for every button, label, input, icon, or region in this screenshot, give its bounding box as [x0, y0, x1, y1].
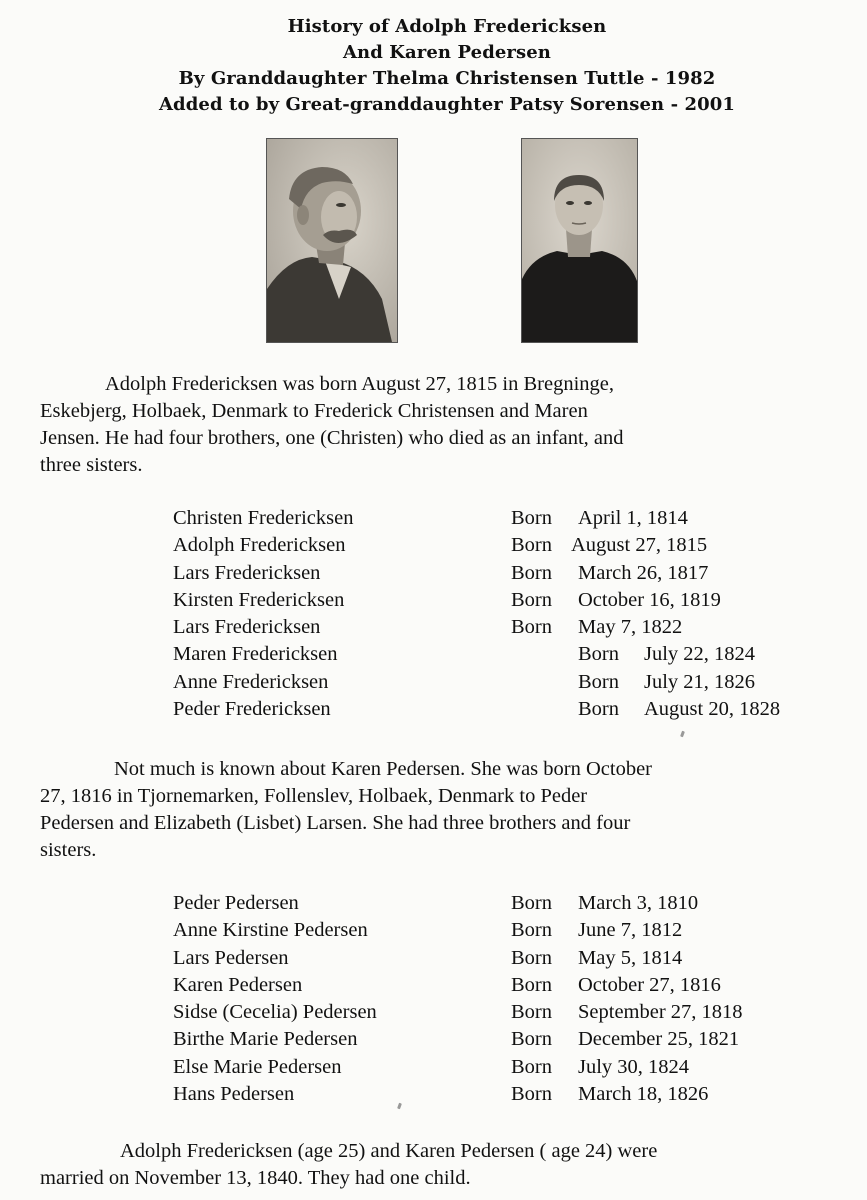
sibling-name: Lars Pedersen: [173, 946, 289, 969]
born-label: Born: [511, 616, 552, 639]
paragraph-karen-birth: [40, 756, 652, 864]
paragraph-line: Adolph Fredericksen was born August 27, 1815 in Bregninge,: [105, 373, 615, 395]
table-row: [173, 947, 853, 974]
table-row: [173, 616, 853, 643]
born-label: Born: [511, 946, 552, 969]
born-label: Born: [511, 892, 552, 914]
birth-date: July 30, 1824: [578, 1055, 690, 1078]
birth-date: May 5, 1814: [578, 946, 683, 969]
table-row: [173, 974, 853, 1001]
table-row: [173, 1028, 853, 1055]
birth-date: June 7, 1812: [578, 919, 683, 942]
table-row: [173, 671, 853, 698]
born-label: Born: [511, 507, 552, 529]
sibling-name: Sidse (Cecelia) Pedersen: [173, 1001, 377, 1024]
birth-date: September 27, 1818: [578, 1001, 743, 1024]
born-label: Born: [511, 1028, 552, 1051]
born-label: Born: [578, 670, 619, 693]
born-label: Born: [511, 534, 552, 557]
table-row: [173, 562, 853, 589]
born-label: Born: [511, 1083, 552, 1106]
sibling-name: Lars Fredericksen: [173, 616, 321, 639]
table-row: [173, 534, 853, 561]
sibling-name: Anne Kirstine Pedersen: [173, 919, 368, 942]
birth-date: October 16, 1819: [578, 588, 721, 611]
fredericksen-siblings-table: [173, 507, 853, 725]
table-row: [173, 919, 853, 946]
birth-date: April 1, 1814: [578, 507, 688, 529]
paragraph-marriage: [40, 1138, 657, 1192]
header-addendum-line: Added to by Great-granddaughter Patsy Sorensen - 2001: [158, 94, 736, 115]
paragraph-adolph-birth: [40, 371, 624, 479]
table-row: [173, 698, 853, 725]
birth-date: July 22, 1824: [644, 643, 756, 666]
portrait-photo-woman: [521, 138, 638, 343]
born-label: Born: [511, 588, 552, 611]
sibling-name: Birthe Marie Pedersen: [173, 1028, 358, 1051]
sibling-name: Else Marie Pedersen: [173, 1055, 342, 1078]
born-label: Born: [578, 698, 619, 721]
header-subtitle: And Karen Pedersen: [342, 42, 551, 63]
birth-date: July 21, 1826: [644, 670, 756, 693]
sibling-name: Hans Pedersen: [173, 1083, 295, 1106]
born-label: Born: [511, 919, 552, 942]
paper-speck: [680, 731, 685, 738]
birth-date: August 27, 1815: [571, 534, 708, 557]
birth-date: August 20, 1828: [644, 698, 781, 721]
sibling-name: Peder Pedersen: [173, 892, 299, 914]
birth-date: May 7, 1822: [578, 616, 683, 639]
sibling-name: Lars Fredericksen: [173, 561, 321, 584]
table-row: [173, 507, 853, 534]
birth-date: March 18, 1826: [578, 1083, 709, 1106]
header-author-line: By Granddaughter Thelma Christensen Tuttle - 1982: [178, 68, 716, 89]
paragraph-line: 27, 1816 in Tjornemarken, Follenslev, Holbaek, Denmark to Peder: [40, 785, 588, 807]
table-row: [173, 1001, 853, 1028]
header-title: History of Adolph Fredericksen: [287, 16, 607, 37]
paragraph-line: Not much is known about Karen Pedersen. She was born October: [114, 758, 653, 780]
portrait-photo-man: [266, 138, 398, 343]
paragraph-line: sisters.: [40, 839, 97, 861]
table-row: [173, 1056, 853, 1083]
paragraph-line: Jensen. He had four brothers, one (Christen) who died as an infant, and: [40, 427, 624, 449]
birth-date: December 25, 1821: [578, 1028, 740, 1051]
birth-date: March 3, 1810: [578, 892, 699, 914]
birth-date: March 26, 1817: [578, 561, 709, 584]
sibling-name: Anne Fredericksen: [173, 670, 329, 693]
table-row: [173, 643, 853, 670]
sibling-name: Maren Fredericksen: [173, 643, 338, 666]
birth-date: October 27, 1816: [578, 973, 721, 996]
paragraph-line: married on November 13, 1840. They had one child.: [40, 1167, 471, 1189]
sibling-name: Karen Pedersen: [173, 973, 303, 996]
paragraph-line: Eskebjerg, Holbaek, Denmark to Frederick Christensen and Maren: [40, 400, 588, 422]
sibling-name: Adolph Fredericksen: [173, 534, 346, 557]
paragraph-line: three sisters.: [40, 454, 143, 476]
sibling-name: Kirsten Fredericksen: [173, 588, 345, 611]
table-row: [173, 1083, 853, 1110]
sibling-name: Peder Fredericksen: [173, 698, 331, 721]
paragraph-line: Pedersen and Elizabeth (Lisbet) Larsen. She had three brothers and four: [40, 812, 631, 834]
born-label: Born: [578, 643, 619, 666]
table-row: [173, 589, 853, 616]
born-label: Born: [511, 973, 552, 996]
born-label: Born: [511, 1001, 552, 1024]
pedersen-siblings-table: [173, 892, 853, 1110]
paragraph-line: Adolph Fredericksen (age 25) and Karen Pedersen ( age 24) were: [120, 1140, 658, 1162]
born-label: Born: [511, 1055, 552, 1078]
document-header: [0, 14, 867, 118]
sibling-name: Christen Fredericksen: [173, 507, 354, 529]
table-row: [173, 892, 853, 919]
born-label: Born: [511, 561, 552, 584]
